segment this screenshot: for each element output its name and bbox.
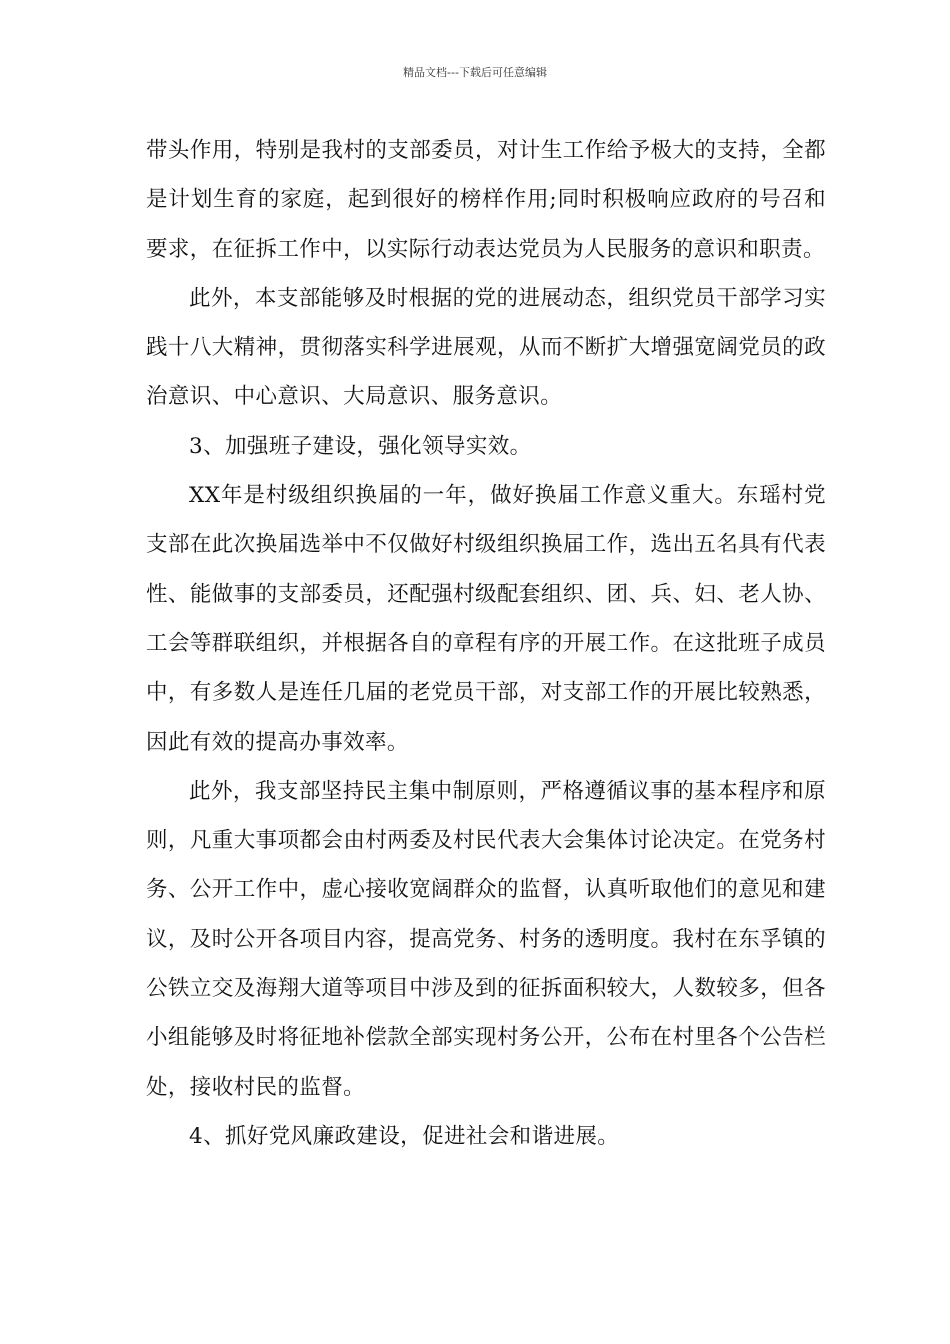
paragraph: XX年是村级组织换届的一年，做好换届工作意义重大。东瑶村党支部在此次换届选举中不仅做好村级组织换届工作，选出五名具有代表性、能做事的支部委员，还配强村级配套组织、团、兵、妇、老人协、工会等群联组织，并根据各自的章程有序的开展工作。在这批班子成员中，有多数人是连任几届的老党员干部，对支部工作的开展比较熟悉，因此有效的提高办事效率。 bbox=[146, 483, 826, 755]
section-heading: 4、抓好党风廉政建设，促进社会和谐进展。 bbox=[189, 1123, 620, 1149]
paragraph: 此外，本支部能够及时根据的党的进展动态，组织党员干部学习实践十八大精神，贯彻落实科学进展观，从而不断扩大增强宽阔党员的政治意识、中心意识、大局意识、服务意识。 bbox=[146, 285, 826, 410]
page-header: 精品文档---下载后可任意编辑 bbox=[403, 66, 547, 79]
paragraph: 此外，我支部坚持民主集中制原则，严格遵循议事的基本程序和原则，凡重大事项都会由村两委及村民代表大会集体讨论决定。在党务村务、公开工作中，虚心接收宽阔群众的监督，认真听取他们的意见和建议，及时公开各项目内容，提高党务、村务的透明度。我村在东孚镇的公铁立交及海翔大道等项目中涉及到的征拆面积较大，人数较多，但各小组能够及时将征地补偿款全部实现村务公开，公布在村里各个公告栏处，接收村民的监督。 bbox=[146, 778, 826, 1100]
paragraph-continuation: 带头作用，特别是我村的支部委员，对计生工作给予极大的支持，全都是计划生育的家庭，起到很好的榜样作用;同时积极响应政府的号召和要求，在征拆工作中，以实际行动表达党员为人民服务的意识和职责。 bbox=[146, 138, 826, 262]
section-heading: 3、加强班子建设，强化领导实效。 bbox=[189, 433, 532, 459]
document-body bbox=[146, 126, 826, 1161]
